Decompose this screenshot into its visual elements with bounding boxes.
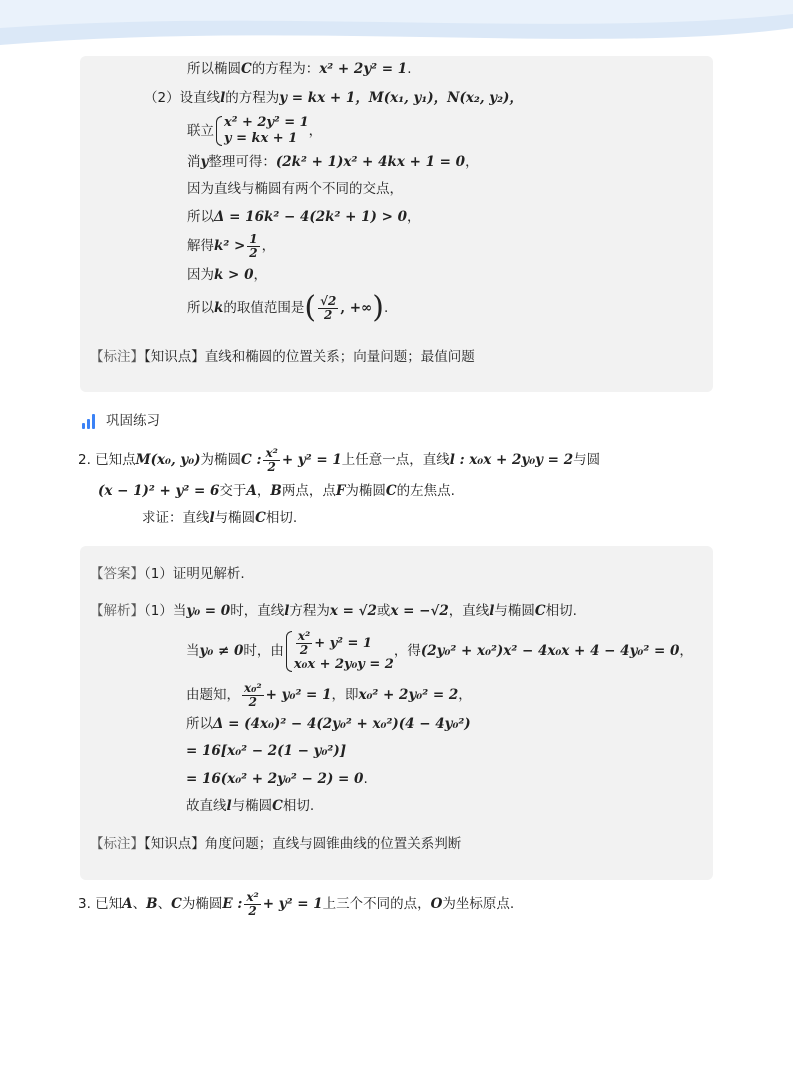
card2-answer: 【答案】（1）证明见解析.	[90, 566, 245, 582]
card2-line-7: 故直线l与椭圆C相切.	[186, 798, 315, 814]
card1-note: 【标注】【知识点】直线和椭圆的位置关系；向量问题；最值问题	[90, 349, 475, 365]
card2-line-2: 当y₀ ≠ 0时，由 $\frac{\text{x²}}{2}$ + y² = 1 x₀x + 2y₀y = 2 ，得(2y₀² + x₀²)x² − 4x₀x + 4 − 4y₀² = 0，	[186, 628, 693, 672]
q2-line-2: (x − 1)² + y² = 6交于A，B两点，点F为椭圆C的左焦点.	[98, 483, 455, 499]
card1-line-3: 联立 x² + 2y² = 1 y = kx + 1 ，	[187, 115, 323, 146]
card2-note: 【标注】【知识点】角度问题；直线与圆锥曲线的位置关系判断	[90, 836, 462, 852]
card2-line-6: = 16(x₀² + 2y₀² − 2) = 0.	[186, 771, 368, 787]
equation-system-1: x² + 2y² = 1 y = kx + 1	[214, 115, 309, 147]
q3-line-1: 3. 已知A、B、C为椭圆E : $\frac{\text{x²}}{2}$ + y² = 1上三个不同的点，O为坐标原点.	[78, 889, 515, 918]
solution-card-1	[80, 56, 713, 392]
card1-line-2: （2）设直线l的方程为y = kx + 1，M(x₁, y₁)，N(x₂, y₂)，	[144, 90, 523, 106]
bar-chart-icon	[82, 413, 98, 429]
card1-line-6: 所以Δ = 16k² − 4(2k² + 1) > 0，	[187, 209, 421, 225]
q2-line-3: 求证：直线l与椭圆C相切.	[142, 510, 298, 526]
card2-line-4: 所以Δ = (4x₀)² − 4(2y₀² + x₀²)(4 − 4y₀²)	[186, 716, 471, 732]
card1-line-9: 所以k的取值范围是( $\frac{√2}{2}$ , +∞).	[187, 290, 389, 325]
card1-line-4: 消y整理可得：(2k² + 1)x² + 4kx + 1 = 0，	[187, 154, 479, 170]
card2-line-5: = 16[x₀² − 2(1 − y₀²)]	[186, 743, 347, 759]
card2-line-1: 【解析】（1）当y₀ = 0时，直线l方程为x = √2或x = −√2，直线l与椭圆C相切.	[90, 603, 577, 619]
card1-line-5: 因为直线与椭圆有两个不同的交点，	[187, 181, 403, 197]
equation-system-2: $\frac{\text{x²}}{2}$ + y² = 1 x₀x + 2y₀y = 2	[284, 630, 394, 673]
q2-line-1: 2. 已知点M(x₀, y₀)为椭圆C : $\frac{\text{x²}}{2}$ + y² = 1上任意一点，直线l : x₀x + 2y₀y = 2与圆	[78, 445, 601, 474]
card2-line-3: 由题知， $\frac{\text{x₀²}}{2}$ + y₀² = 1，即x₀² + 2y₀² = 2，	[186, 680, 472, 709]
header-wave-decoration	[0, 0, 793, 60]
card1-line-8: 因为k > 0，	[187, 267, 267, 283]
solution-card-2	[80, 546, 713, 880]
card1-line-1: 所以椭圆C的方程为：x² + 2y² = 1.	[187, 61, 412, 77]
section-title: 巩固练习	[106, 413, 160, 429]
card1-line-7: 解得k² > $\frac{1}{2}$ ，	[187, 231, 276, 260]
